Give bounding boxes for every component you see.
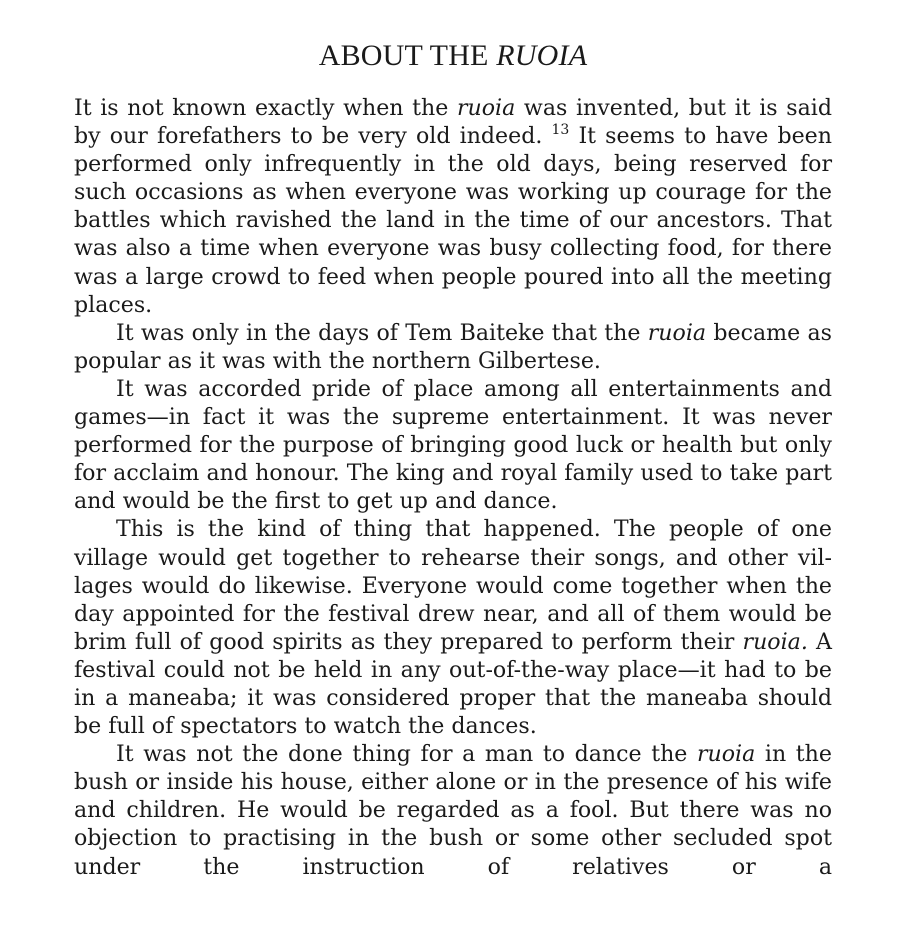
page (74, 36, 832, 881)
text-run: was invented, but it is said by our forefathers to be very old indeed. (74, 95, 832, 150)
title-prefix: ABOUT THE (318, 39, 497, 72)
text-run: It was not the done thing for a man to dance the (116, 741, 697, 768)
paragraph (74, 319, 832, 375)
italic-term: ruoia (696, 741, 756, 768)
text-run: It was only in the days of Tem Baiteke that the (116, 319, 648, 346)
paragraph (74, 740, 832, 880)
title-italic: RUOIA (496, 39, 588, 72)
paragraph (74, 375, 832, 515)
text-run: It seems to have been performed only infrequently in the old days, being reserved for such occasions as when everyone was working up courage for the battles which ravished the land in the time of our ancestors. That was also a time when everyone was busy collecting food, for there was a large crowd to feed when people poured into all the meeting places. (74, 123, 832, 318)
italic-term: ruoia (456, 95, 516, 121)
text-run: A festival could not be held in any out-of-the-way place—it had to be in a maneaba; it was considered proper that the maneaba should be full of spectators to watch the dances. (74, 628, 832, 740)
text-run: in the bush or inside his house, either alone or in the presence of his wife and children. He would be regarded as a fool. But there was no objection to practising in the bush or some other secluded spot under the instruction of relatives or a (74, 741, 832, 880)
italic-term: ruoia. (742, 628, 808, 655)
text-run: became as popular as it was with the northern Gilbertese. (74, 319, 832, 374)
body-text (74, 94, 832, 881)
footnote-ref: 13 (551, 122, 570, 139)
paragraph (74, 515, 832, 740)
text-run: This is the kind of thing that happened. The people of one village would get together to rehearse their songs, and other villages would do likewise. Everyone would come together when the day appointed for the festival drew near, and all of them would be brim full of good spirits as they prepared to perform their (74, 516, 832, 655)
text-run: It was accorded pride of place among all entertainments and games—in fact it was the supreme entertainment. It was never performed for the purpose of bringing good luck or health but only for acclaim and honour. The king and royal family used to take part and would be the first to get up and dance. (74, 375, 832, 515)
text-run: It is not known exactly when the (74, 95, 457, 121)
italic-term: ruoia (647, 319, 707, 346)
page-title (74, 36, 832, 76)
paragraph (74, 94, 832, 319)
